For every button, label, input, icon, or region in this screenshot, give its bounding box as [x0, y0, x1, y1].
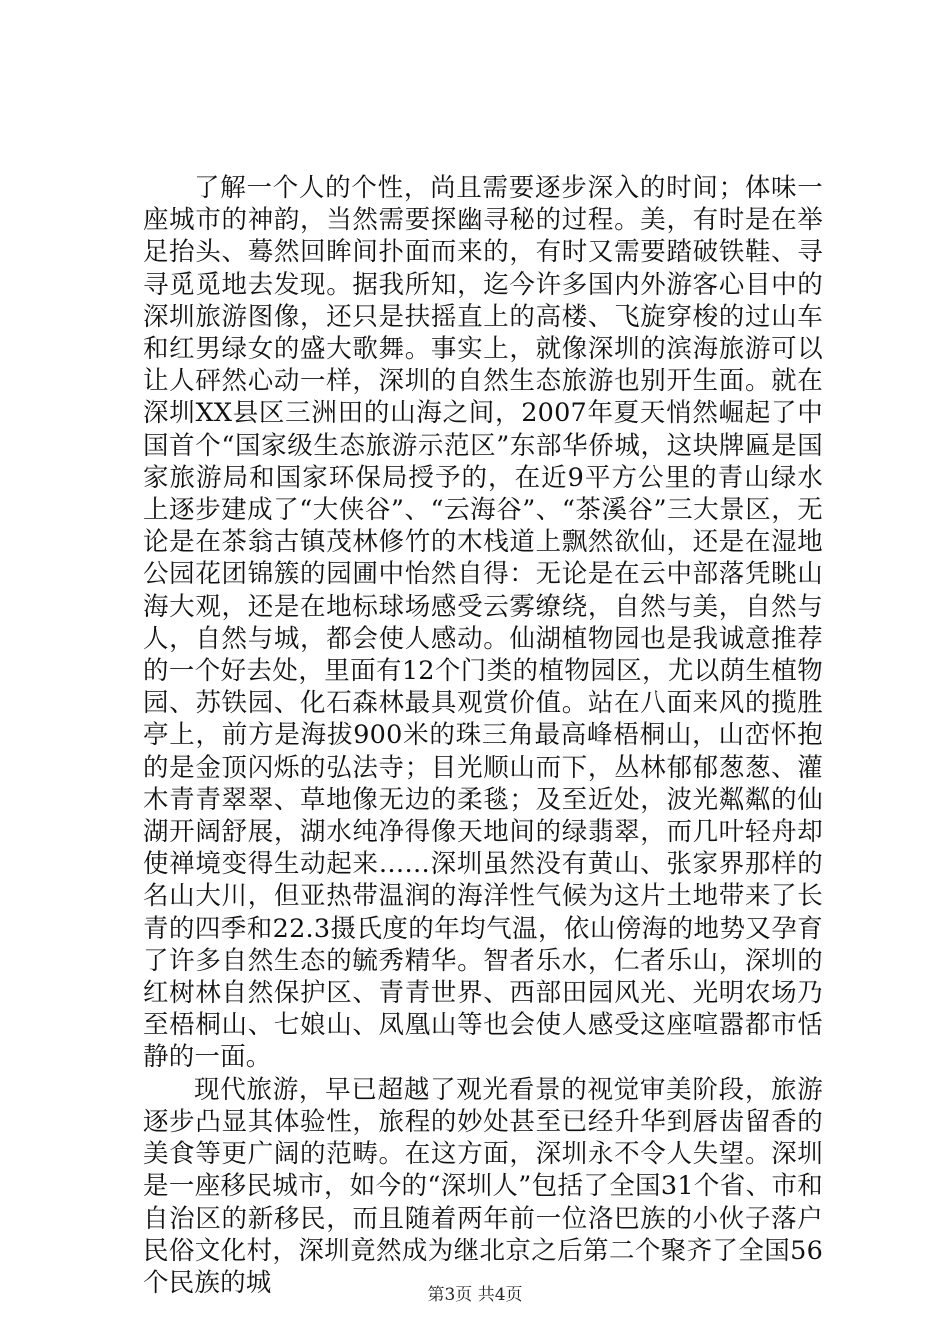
paragraph-2: 现代旅游，早已超越了观光看景的视觉审美阶段，旅游逐步凸显其体验性，旅程的妙处甚至已经升华到唇齿留香的美食等更广阔的范畴。在这方面，深圳永不令人失望。深圳是一座移民城市，如今的“深圳人”包括了全国31个省、市和自治区的新移民，而且随着两年前一位洛巴族的小伙子落户民俗文化村，深圳竟然成为继北京之后第二个聚齐了全国56个民族的城	[143, 1074, 823, 1298]
page-footer: 第3页 共4页	[427, 1285, 523, 1305]
paragraph-1: 了解一个人的个性，尚且需要逐步深入的时间；体味一座城市的神韵，当然需要探幽寻秘的过程。美，有时是在举足抬头、蓦然回眸间扑面而来的，有时又需要踏破铁鞋、寻寻觅觅地去发现。据我所知，迄今许多国内外游客心目中的深圳旅游图像，还只是扶摇直上的高楼、飞旋穿梭的过山车和红男绿女的盛大歌舞。事实上，就像深圳的滨海旅游可以让人砰然心动一样，深圳的自然生态旅游也别开生面。就在深圳XX县区三洲田的山海之间，2007年夏天悄然崛起了中国首个“国家级生态旅游示范区”东部华侨城，这块牌匾是国家旅游局和国家环保局授予的，在近9平方公里的青山绿水上逐步建成了“大侠谷”、“云海谷”、“茶溪谷”三大景区，无论是在茶翁古镇茂林修竹的木栈道上飘然欲仙，还是在湿地公园花团锦簇的园圃中怡然自得：无论是在云中部落凭眺山海大观，还是在地标球场感受云雾缭绕，自然与美，自然与人，自然与城，都会使人感动。仙湖植物园也是我诚意推荐的一个好去处，里面有12个门类的植物园区，尤以荫生植物园、苏铁园、化石森林最具观赏价值。站在八面来风的揽胜亭上，前方是海拔900米的珠三角最高峰梧桐山，山峦怀抱的是金顶闪烁的弘法寺；目光顺山而下，丛林郁郁葱葱、灌木青青翠翠、草地像无边的柔毯；及至近处，波光粼粼的仙湖开阔舒展，湖水纯净得像天地间的绿翡翠，而几叶轻舟却使禅境变得生动起来……深圳虽然没有黄山、张家界那样的名山大川，但亚热带温润的海洋性气候为这片土地带来了长青的四季和22.3摄氏度的年均气温，依山傍海的地势又孕育了许多自然生态的毓秀精华。智者乐水，仁者乐山，深圳的红树林自然保护区、青青世界、西部田园风光、光明农场乃至梧桐山、七娘山、凤凰山等也会使人感受这座喧嚣都市恬静的一面。	[143, 173, 823, 1073]
body-text	[143, 172, 823, 1299]
